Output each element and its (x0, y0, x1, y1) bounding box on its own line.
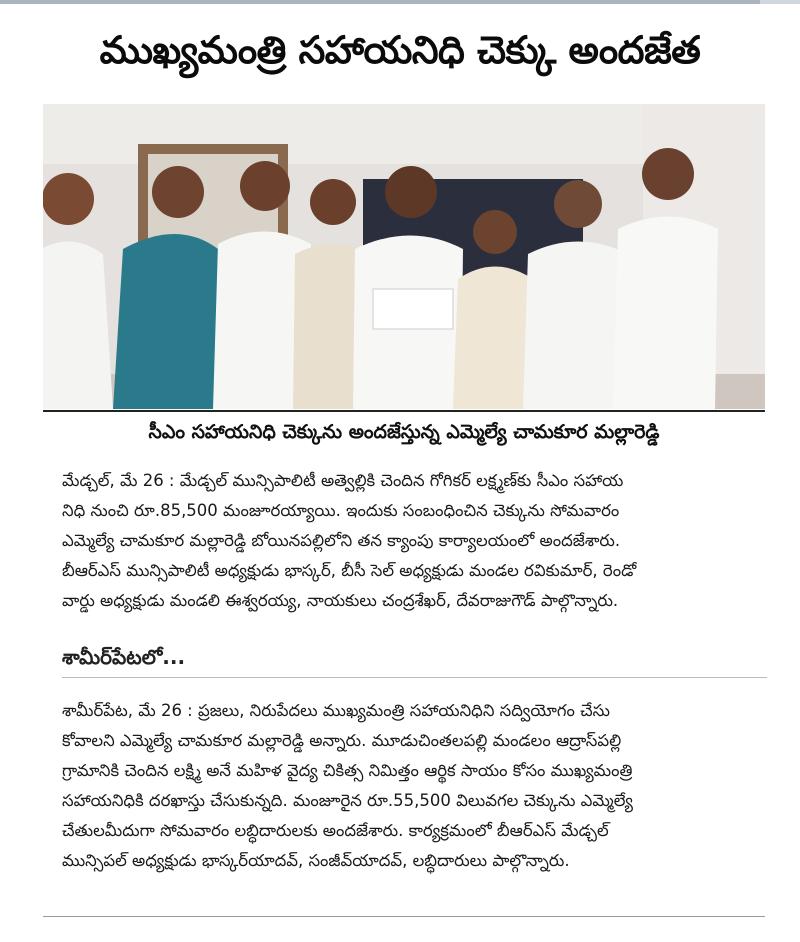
paragraph-line: శామీర్‌పేట, మే 26 : ప్రజలు, నిరుపేదలు ముఖ్యమంత్రి సహాయనిధిని సద్వియోగం చేసు (62, 701, 610, 720)
paragraph-line: ఎమ్మెల్యే చామకూర మల్లారెడ్డి బోయినపల్లిలోని తన క్యాంపు కార్యాలయంలో అందజేశారు. (62, 531, 621, 550)
caption-divider (43, 410, 765, 412)
paragraph-line: వార్డు అధ్యక్షుడు మండలి ఈశ్వరయ్య, నాయకులు చంద్రశేఖర్, దేవరాజుగౌడ్ పాల్గొన్నారు. (62, 591, 619, 610)
paragraph-line: కోవాలని ఎమ్మెల్యే చామకూర మల్లారెడ్డి అన్నారు. మూడుచింతలపల్లి మండలం ఆద్రాస్‌పల్లి (62, 731, 622, 750)
paragraph-line: నిధి నుంచి రూ.85,500 మంజూరయ్యాయి. ఇందుకు సంబంధించిన చెక్కును సోమవారం (62, 501, 620, 520)
photo-caption: సీఎం సహాయనిధి చెక్కును అందజేస్తున్న ఎమ్మెల్యే చామకూర మల్లారెడ్డి (148, 421, 660, 443)
paragraph-medchal (62, 466, 767, 616)
paragraph-line: మేడ్చల్, మే 26 : మేడ్చల్ మున్సిపాలిటీ అత్వెల్లికి చెందిన గోగికర్ లక్ష్మణ్‌కు సీఎం సహాయ (62, 471, 624, 490)
paragraph-line: బీఆర్‌ఎస్ మున్సిపాలిటీ అధ్యక్షుడు భాస్కర్, బీసీ సెల్ అధ్యక్షుడు మండల రవికుమార్, రెండో (62, 561, 637, 580)
group-photo-illustration (43, 104, 765, 409)
paragraph-line: మున్సిపల్ అధ్యక్షుడు భాస్కర్‌యాదవ్, సంజీవ్‌యాదవ్, లబ్ధిదారులు పాల్గొన్నారు. (62, 851, 570, 870)
paragraph-line: గ్రామానికి చెందిన లక్ష్మి అనే మహిళ వైద్య చికిత్స నిమిత్తం ఆర్థిక సాయం కోసం ముఖ్యమంత్రి (62, 761, 633, 780)
news-photo (43, 104, 765, 409)
top-border (0, 0, 800, 4)
top-border-accent (0, 0, 760, 4)
paragraph-line: చేతులమీదుగా సోమవారం లబ్ధిదారులకు అందజేశారు. కార్యక్రమంలో బీఆర్‌ఎస్ మేడ్చల్ (62, 821, 609, 840)
paragraph-shamirpet (62, 696, 767, 876)
subheading-shamirpet: శామీర్‌పేటలో... (62, 645, 186, 669)
headline: ముఖ్యమంత్రి సహాయనిధి చెక్కు అందజేత (99, 28, 701, 72)
bottom-divider (43, 916, 765, 917)
paragraph-line: సహాయనిధికి దరఖాస్తు చేసుకున్నది. మంజూరైన రూ.55,500 విలువగల చెక్కును ఎమ్మెల్యే (62, 791, 633, 810)
subheading-divider (62, 677, 767, 678)
